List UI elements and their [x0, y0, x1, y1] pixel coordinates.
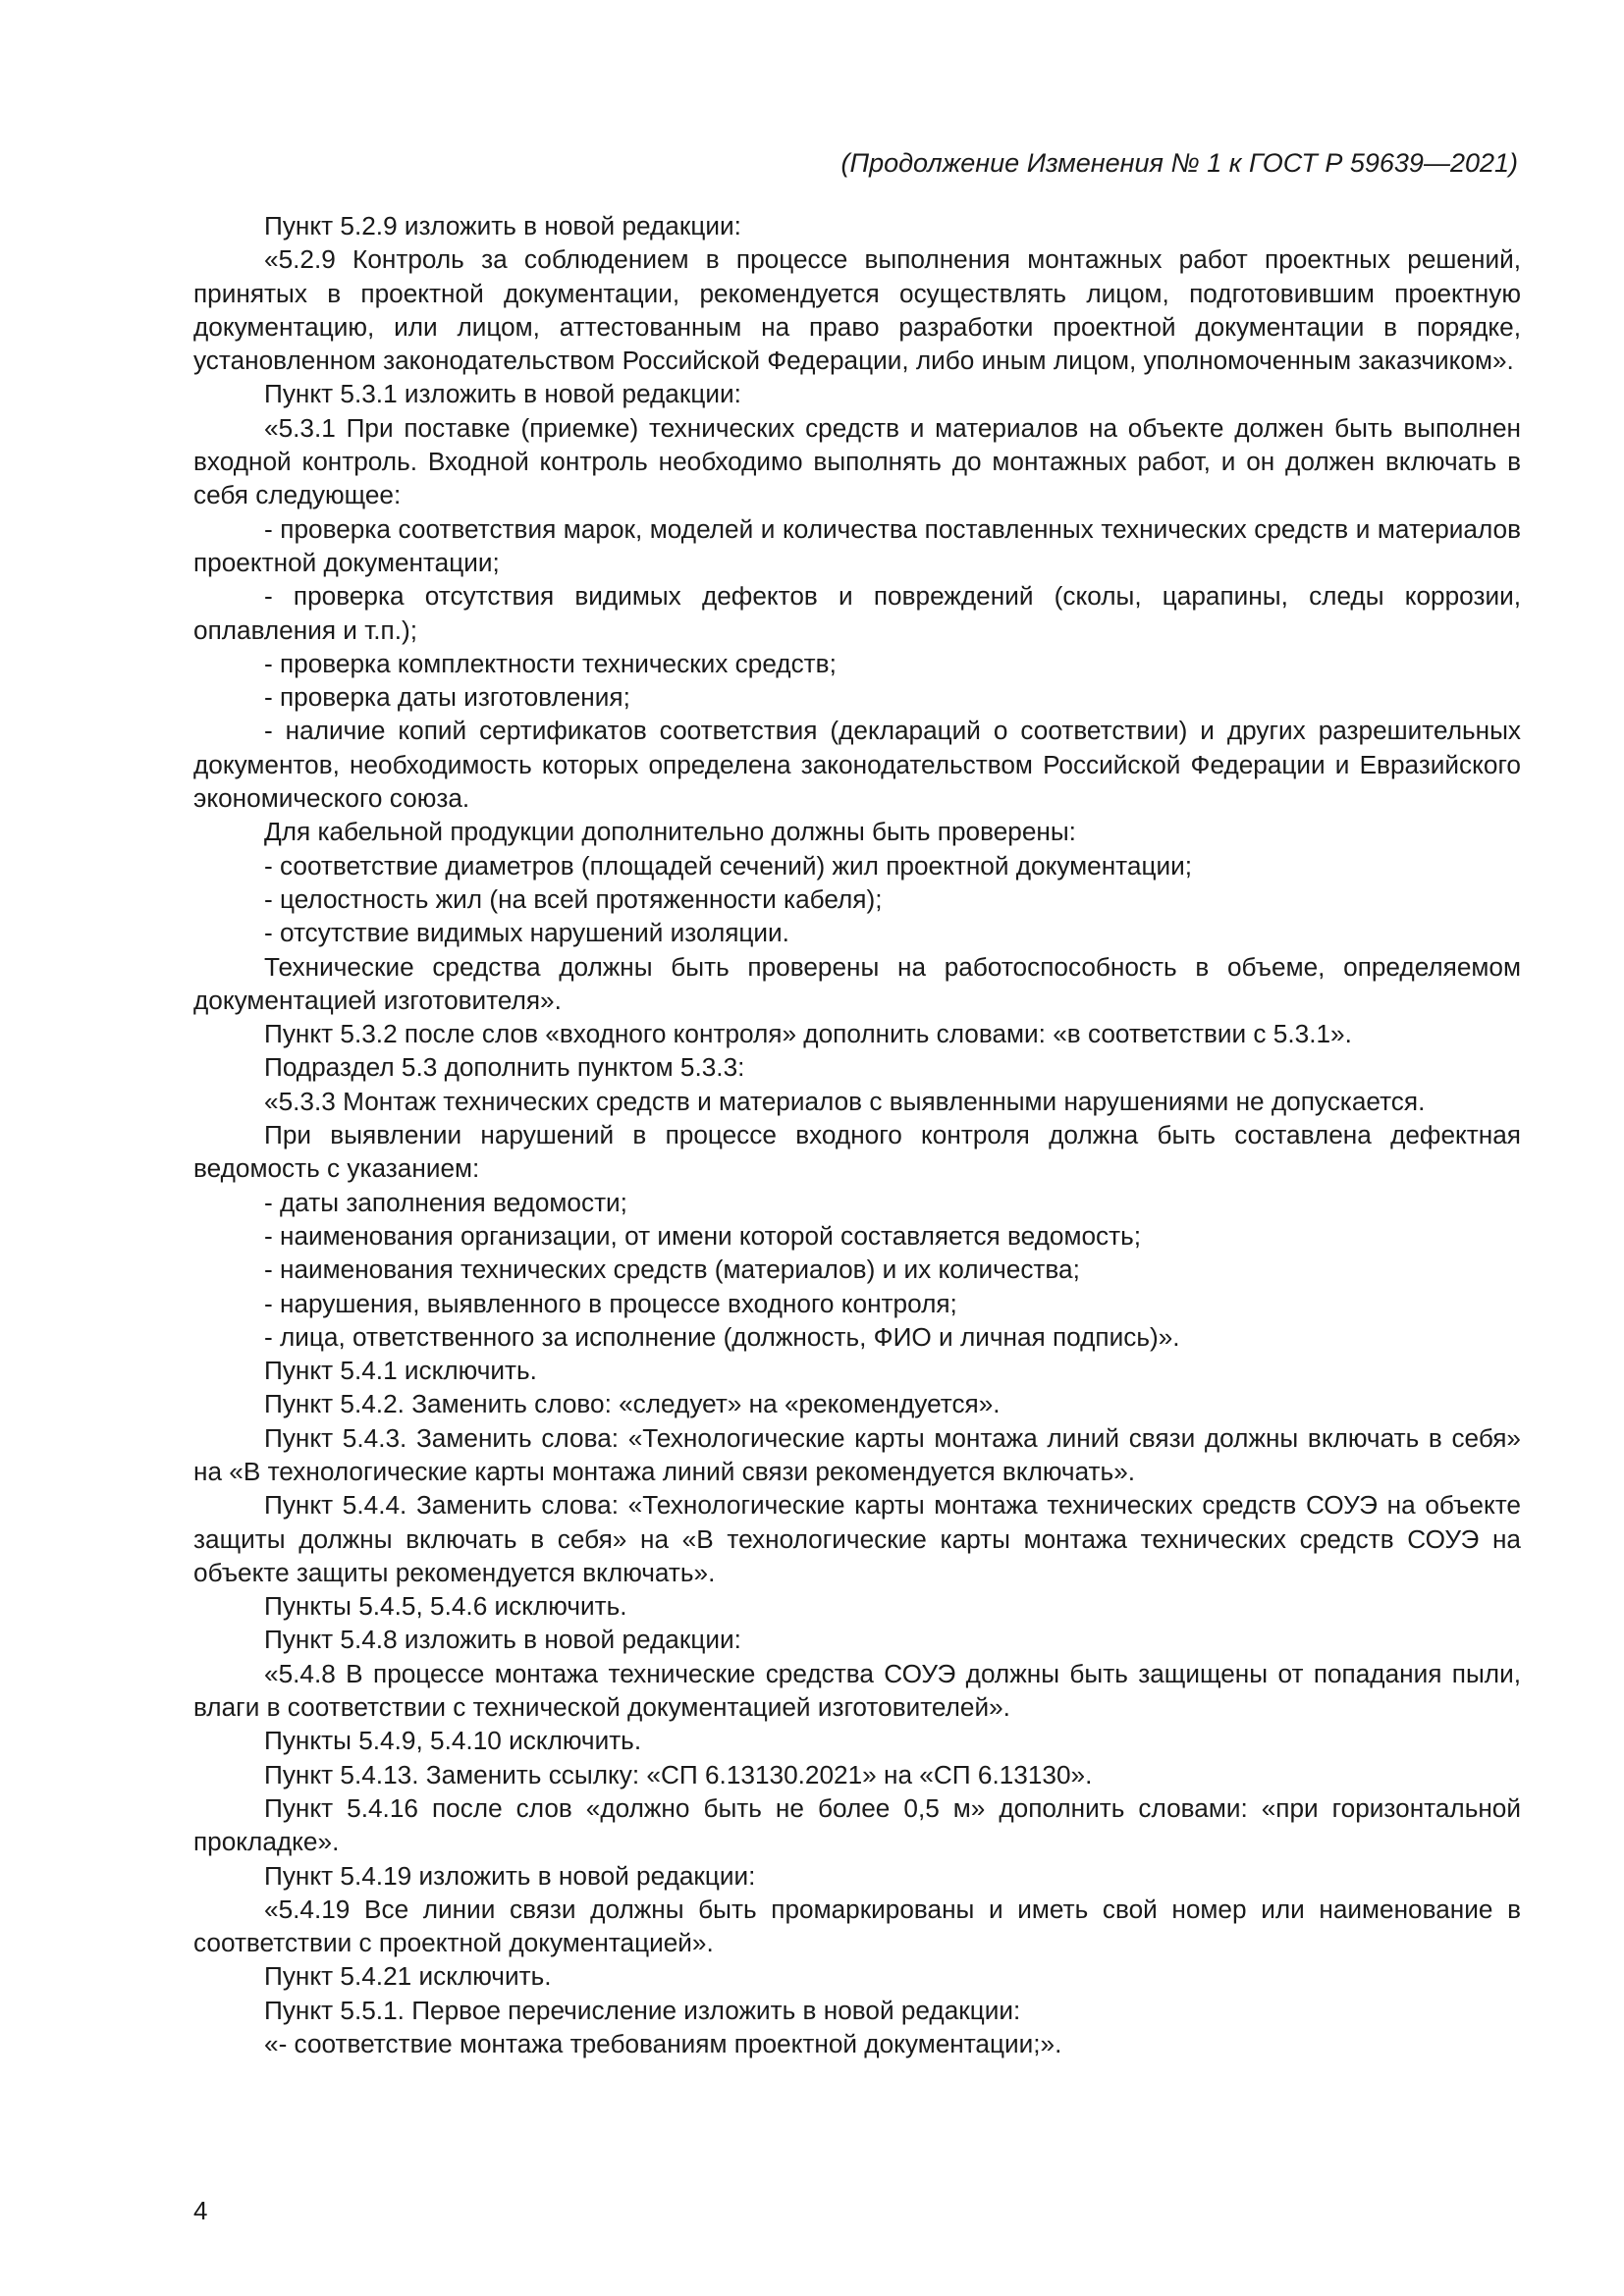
list-item: - нарушения, выявленного в процессе входного контроля;	[264, 1288, 957, 1318]
list-item: - отсутствие видимых нарушений изоляции.	[264, 918, 789, 948]
paragraph: Пункт 5.5.1. Первое перечисление изложить в новой редакции:	[264, 1995, 1021, 2025]
paragraph: Пункт 5.4.2. Заменить слово: «следует» на «рекомендуется».	[264, 1389, 1001, 1419]
paragraph: Подраздел 5.3 дополнить пунктом 5.3.3:	[264, 1052, 745, 1083]
paragraph: При выявлении нарушений в процессе входного контроля должна быть составлена дефектная ведомость с указанием:	[193, 1120, 1521, 1184]
paragraph: Пункт 5.4.4. Заменить слова: «Технологические карты монтажа технических средств СОУЭ на объекте защиты должны включать в себя» на «В технологические карты монтажа технических средств СОУЭ на объекте защиты рекомендуется включать».	[193, 1490, 1521, 1587]
running-header: (Продолжение Изменения № 1 к ГОСТ Р 59639—2021)	[840, 148, 1518, 178]
list-item: - соответствие диаметров (площадей сечений) жил проектной документации;	[264, 850, 1192, 881]
paragraph: Пункт 5.4.16 после слов «должно быть не более 0,5 м» дополнить словами: «при горизонтальной прокладке».	[193, 1792, 1521, 1857]
page-number: 4	[193, 2196, 208, 2225]
paragraph: Пункт 5.2.9 изложить в новой редакции:	[264, 211, 741, 240]
paragraph: «5.3.1 При поставке (приемке) технических средств и материалов на объекте должен быть выполнен входной контроль. Входной контроль необходимо выполнять до монтажных работ, и он должен включать в себя следующее:	[193, 412, 1521, 510]
list-item: - лица, ответственного за исполнение (должность, ФИО и личная подпись)».	[264, 1321, 1180, 1352]
paragraph: Пункт 5.3.1 изложить в новой редакции:	[264, 379, 741, 409]
paragraph: Пункт 5.4.19 изложить в новой редакции:	[264, 1860, 756, 1891]
paragraph: Пункт 5.3.2 после слов «входного контроля» дополнить словами: «в соответствии с 5.3.1».	[264, 1019, 1352, 1049]
paragraph: Пункты 5.4.5, 5.4.6 исключить.	[264, 1591, 627, 1622]
paragraph: «5.2.9 Контроль за соблюдением в процессе выполнения монтажных работ проектных решений, принятых в проектной документации, рекомендуется осуществлять лицом, подготовившим проектную документацию, или лицом, аттестованным на право разработки проектной документации в порядке, установленном законодательством Российской Федерации, либо иным лицом, уполномоченным заказчиком».	[193, 244, 1521, 376]
document-body	[193, 209, 1521, 2060]
list-item: - проверка отсутствия видимых дефектов и повреждений (сколы, царапины, следы коррозии, оплавления и т.п.);	[193, 581, 1521, 645]
list-item: - проверка комплектности технических средств;	[264, 648, 837, 678]
list-item: - целостность жил (на всей протяженности кабеля);	[264, 883, 883, 914]
list-item: - наименования технических средств (материалов) и их количества;	[264, 1255, 1080, 1285]
paragraph: Пункт 5.4.1 исключить.	[264, 1356, 537, 1386]
paragraph: «5.3.3 Монтаж технических средств и материалов с выявленными нарушениями не допускается.	[264, 1086, 1426, 1116]
list-item: - наличие копий сертификатов соответствия (деклараций о соответствии) и других разрешительных документов, необходимость которых определена законодательством Российской Федерации и Евразийского экономического союза.	[193, 716, 1521, 814]
paragraph: «5.4.19 Все линии связи должны быть промаркированы и иметь свой номер или наименование в соответствии с проектной документацией».	[193, 1894, 1521, 1958]
list-item: - проверка даты изготовления;	[264, 682, 630, 713]
paragraph: «5.4.8 В процессе монтажа технические средства СОУЭ должны быть защищены от попадания пыли, влаги в соответствии с технической документацией изготовителей».	[193, 1658, 1521, 1723]
paragraph: Пункт 5.4.21 исключить.	[264, 1961, 552, 1992]
paragraph: Для кабельной продукции дополнительно должны быть проверены:	[264, 817, 1076, 847]
paragraph: Пункт 5.4.8 изложить в новой редакции:	[264, 1625, 741, 1655]
paragraph: Пункт 5.4.3. Заменить слова: «Технологические карты монтажа линий связи должны включать в себя» на «В технологические карты монтажа линий связи рекомендуется включать».	[193, 1422, 1521, 1486]
paragraph: Технические средства должны быть проверены на работоспособность в объеме, определяемом документацией изготовителя».	[193, 951, 1521, 1015]
paragraph: Пункт 5.4.13. Заменить ссылку: «СП 6.13130.2021» на «СП 6.13130».	[264, 1759, 1093, 1789]
list-item: - проверка соответствия марок, моделей и количества поставленных технических средств и материалов проектной документации;	[193, 513, 1521, 577]
list-item: - даты заполнения ведомости;	[264, 1187, 627, 1217]
paragraph: Пункты 5.4.9, 5.4.10 исключить.	[264, 1726, 642, 1756]
list-item: - наименования организации, от имени которой составляется ведомость;	[264, 1220, 1142, 1251]
paragraph: «- соответствие монтажа требованиям проектной документации;».	[264, 2029, 1062, 2059]
